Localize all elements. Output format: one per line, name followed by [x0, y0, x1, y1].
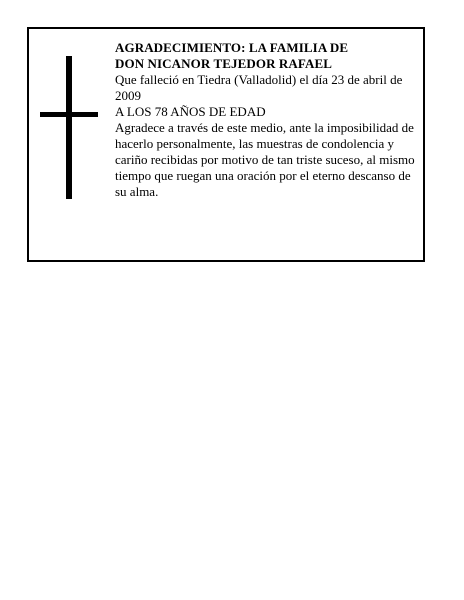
notice-title-line2: DON NICANOR TEJEDOR RAFAEL	[115, 56, 332, 71]
thanks-message: Agradece a través de este medio, ante la imposibilidad de hacerlo personalmente, las muestras de condolencia y cariño recibidas por motivo de tan triste suceso, al mismo tiempo que ruegan una oración por el eterno descanso de su alma.	[115, 120, 415, 199]
notice-title-line1: AGRADECIMIENTO: LA FAMILIA DE	[115, 40, 349, 55]
notice-text	[115, 40, 421, 200]
cross-vertical-bar	[66, 56, 72, 199]
age-line: A LOS 78 AÑOS DE EDAD	[115, 104, 266, 119]
cross-icon	[40, 56, 98, 199]
obituary-notice	[27, 27, 425, 262]
death-info: Que falleció en Tiedra (Valladolid) el día 23 de abril de 2009	[115, 72, 403, 103]
cross-horizontal-bar	[40, 112, 98, 117]
